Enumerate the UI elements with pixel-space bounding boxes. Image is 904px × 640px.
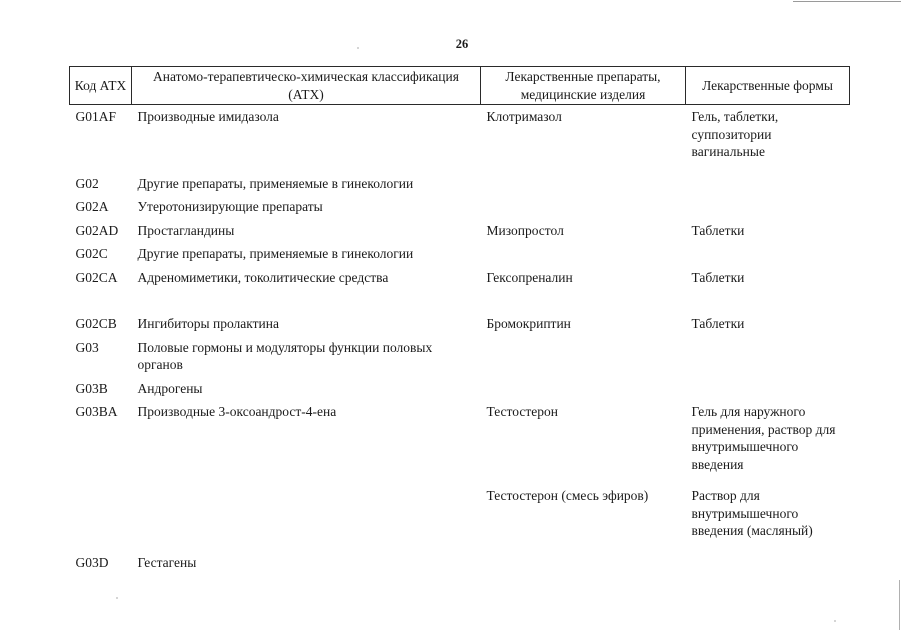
drug-name: Гексопреналин	[486, 269, 573, 285]
drug-name: Мизопростол	[486, 222, 564, 238]
drug-name: Клотримазол	[486, 109, 562, 124]
scan-speck	[116, 597, 118, 599]
table-header-row	[70, 67, 850, 105]
atc-classification: Андрогены	[137, 380, 203, 396]
table-row	[70, 339, 850, 380]
scan-speck	[834, 620, 836, 622]
atc-classification: Ингибиторы пролактина	[137, 316, 279, 331]
header-classification: Анатомо-терапевтическо-химическая классификация (АТХ)	[132, 67, 481, 105]
drug-name	[481, 554, 686, 578]
dosage-form: Таблетки	[691, 269, 745, 285]
table-row	[70, 315, 850, 339]
dosage-form: Раствор для внутримышечного введения (масляный)	[691, 488, 813, 538]
drug-name: Тестостерон (смесь эфиров)	[486, 488, 649, 503]
atc-code: G02C	[75, 246, 108, 261]
dosage-form	[686, 339, 850, 380]
atc-classification: Адреномиметики, токолитические средства	[137, 269, 389, 285]
atc-code: G03BA	[75, 404, 118, 419]
atc-classification: Производные 3-оксоандрост-4-ена	[137, 404, 337, 419]
table-row	[70, 554, 850, 578]
atc-code: G02AD	[75, 222, 119, 238]
atc-code: G02CB	[75, 316, 117, 331]
page-number: 26	[455, 37, 469, 51]
table-row	[70, 487, 850, 554]
header-forms: Лекарственные формы	[686, 67, 850, 105]
atc-code: G03	[75, 339, 99, 355]
atc-classification: Производные имидазола	[137, 109, 279, 124]
table-row	[70, 380, 850, 404]
table-row	[70, 245, 850, 269]
table-row	[70, 175, 850, 199]
drug-name	[481, 245, 686, 269]
drug-name	[481, 175, 686, 199]
atc-classification: Утеротонизирующие препараты	[137, 199, 323, 214]
scan-artifact-line	[899, 580, 900, 630]
dosage-form: Гель для наружного применения, раствор для внутримышечного введения	[691, 404, 836, 472]
atc-classification: Другие препараты, применяемые в гинекологии	[137, 175, 414, 191]
table-row	[70, 269, 850, 316]
table-row	[70, 105, 850, 175]
dosage-form: Гель, таблетки, суппозитории вагинальные	[691, 109, 779, 159]
atc-classification: Другие препараты, применяемые в гинекологии	[137, 246, 414, 261]
atc-classification: Гестагены	[137, 554, 197, 570]
atc-code: G02CA	[75, 269, 118, 285]
atc-code: G02	[75, 175, 99, 191]
dosage-form: Таблетки	[691, 222, 745, 238]
drug-name: Бромокриптин	[486, 316, 571, 331]
table-row	[70, 198, 850, 222]
dosage-form	[686, 175, 850, 199]
header-code: Код АТХ	[70, 67, 132, 105]
atc-code	[70, 487, 132, 554]
dosage-form	[686, 380, 850, 404]
dosage-form	[686, 554, 850, 578]
table-row	[70, 403, 850, 487]
dosage-form	[686, 245, 850, 269]
drug-name	[481, 339, 686, 380]
dosage-form: Таблетки	[691, 316, 745, 331]
drug-name	[481, 198, 686, 222]
header-drugs: Лекарственные препараты, медицинские изделия	[481, 67, 686, 105]
atc-classification: Простагландины	[137, 222, 235, 238]
atc-classification: Половые гормоны и модуляторы функции половых органов	[137, 339, 433, 372]
atc-code: G02A	[75, 199, 109, 214]
dosage-form	[686, 198, 850, 222]
atc-table	[69, 66, 850, 577]
atc-classification	[132, 487, 481, 554]
table-row	[70, 222, 850, 246]
atc-code: G03B	[75, 380, 108, 396]
atc-code: G03D	[75, 554, 109, 570]
drug-name	[481, 380, 686, 404]
atc-code: G01AF	[75, 109, 117, 124]
scan-artifact-line	[793, 1, 901, 2]
drug-name: Тестостерон	[486, 404, 558, 419]
